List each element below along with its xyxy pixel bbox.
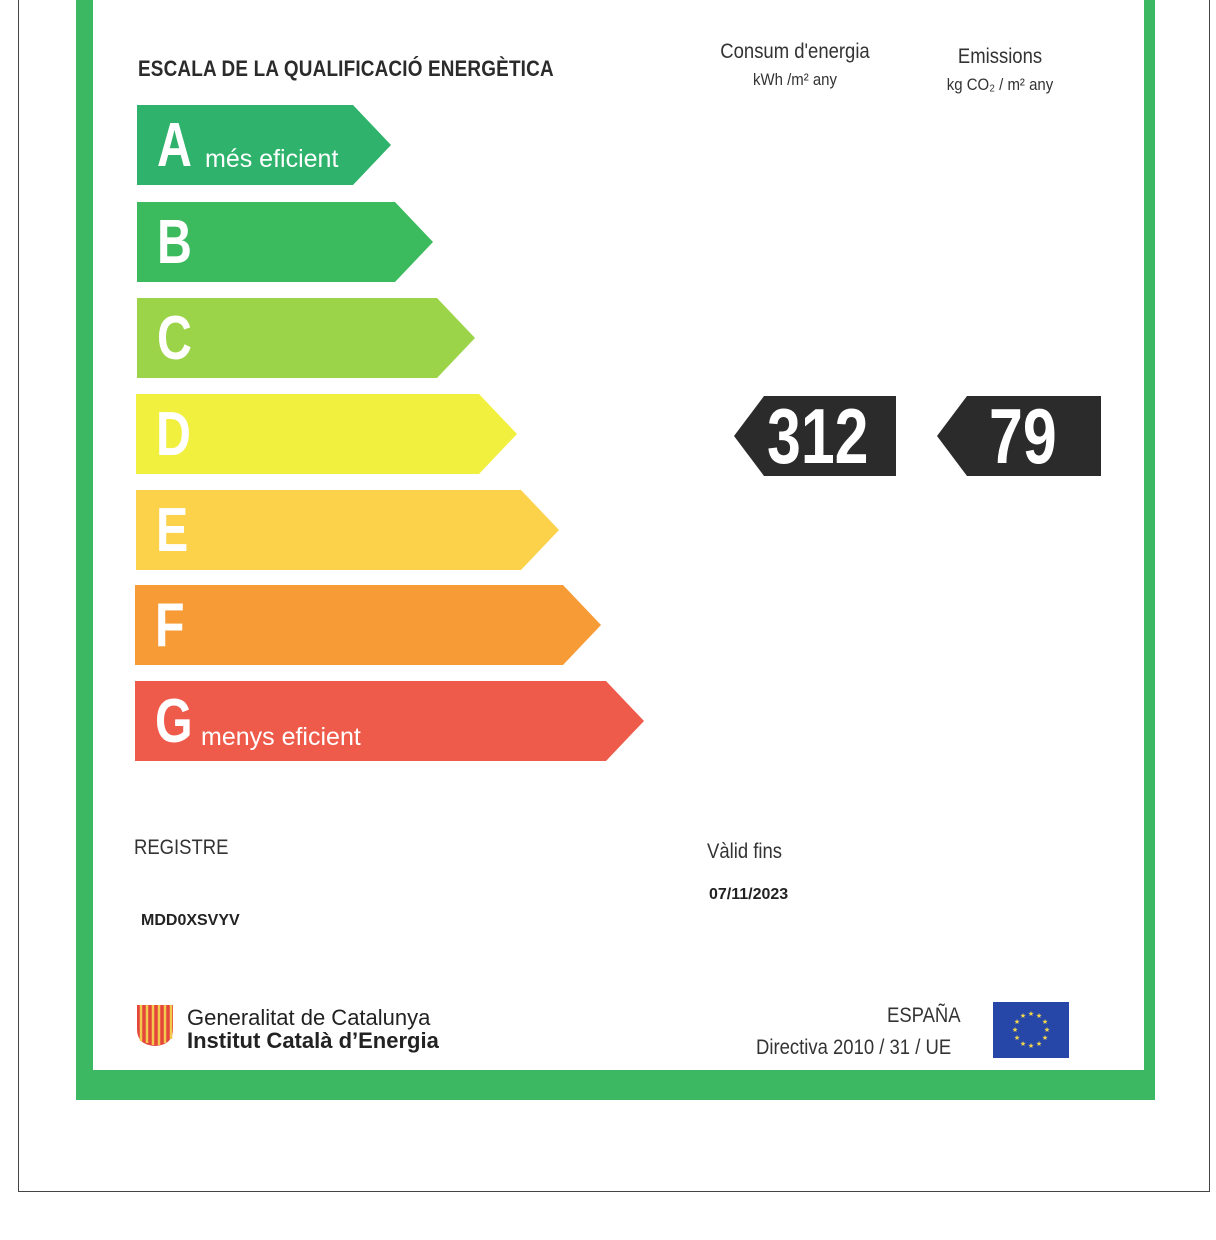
band-letter: G bbox=[155, 687, 193, 756]
band-d-arrow bbox=[136, 394, 517, 474]
svg-text:★: ★ bbox=[1019, 1040, 1027, 1048]
band-letter: F bbox=[155, 591, 185, 660]
validity-label: Vàlid fins bbox=[707, 840, 782, 863]
band-g bbox=[135, 681, 644, 761]
org-name-line1: Generalitat de Catalunya bbox=[187, 1005, 431, 1030]
eu-flag-icon bbox=[993, 1002, 1069, 1058]
svg-text:★: ★ bbox=[1041, 1018, 1049, 1026]
band-b bbox=[137, 202, 433, 282]
consumption-indicator bbox=[734, 392, 898, 480]
org-name-line2: Institut Català d’Energia bbox=[187, 1028, 439, 1053]
svg-text:★: ★ bbox=[1027, 1010, 1035, 1018]
emissions-label: Emissions bbox=[957, 45, 1043, 68]
svg-text:★: ★ bbox=[1027, 1042, 1035, 1050]
country-label: ESPAÑA bbox=[887, 1004, 961, 1027]
svg-text:★: ★ bbox=[1043, 1026, 1051, 1034]
band-letter: D bbox=[156, 400, 191, 469]
eu-stars-icon bbox=[993, 1002, 1069, 1058]
band-letter: B bbox=[157, 208, 192, 277]
band-letter: A bbox=[157, 111, 192, 180]
consumption-header bbox=[711, 40, 878, 90]
band-c bbox=[137, 298, 475, 378]
registration-value: MDD0XSVYV bbox=[141, 912, 240, 929]
validity-value: 07/11/2023 bbox=[709, 886, 789, 903]
band-letter: C bbox=[157, 304, 192, 373]
svg-text:★: ★ bbox=[1013, 1018, 1021, 1026]
emissions-indicator bbox=[937, 392, 1103, 480]
band-d bbox=[136, 394, 517, 474]
svg-text:★: ★ bbox=[1035, 1040, 1043, 1048]
band-a bbox=[137, 105, 391, 185]
band-letter: E bbox=[156, 496, 189, 565]
generalitat-logo-icon bbox=[134, 1002, 176, 1048]
emissions-value: 79 bbox=[989, 392, 1057, 480]
svg-text:★: ★ bbox=[1013, 1034, 1021, 1042]
scale-title: ESCALA DE LA QUALIFICACIÓ ENERGÈTICA bbox=[138, 56, 554, 81]
directive-label: Directiva 2010 / 31 / UE bbox=[756, 1036, 952, 1059]
svg-text:★: ★ bbox=[1011, 1026, 1019, 1034]
band-f-arrow bbox=[135, 585, 601, 665]
svg-text:★: ★ bbox=[1041, 1034, 1049, 1042]
band-subtitle: menys eficient bbox=[201, 723, 361, 751]
registration-label: REGISTRE bbox=[134, 836, 229, 859]
band-f bbox=[135, 585, 601, 665]
consumption-unit: kWh /m² any bbox=[753, 70, 837, 89]
svg-text:★: ★ bbox=[1019, 1012, 1027, 1020]
band-subtitle: més eficient bbox=[205, 145, 339, 173]
svg-text:★: ★ bbox=[1035, 1012, 1043, 1020]
band-e-arrow bbox=[136, 490, 559, 570]
consumption-label: Consum d'energia bbox=[720, 40, 870, 63]
emissions-unit: kg CO₂ / m² any bbox=[946, 75, 1054, 94]
emissions-header bbox=[916, 45, 1083, 95]
band-e bbox=[136, 490, 559, 570]
consumption-value: 312 bbox=[767, 392, 869, 480]
